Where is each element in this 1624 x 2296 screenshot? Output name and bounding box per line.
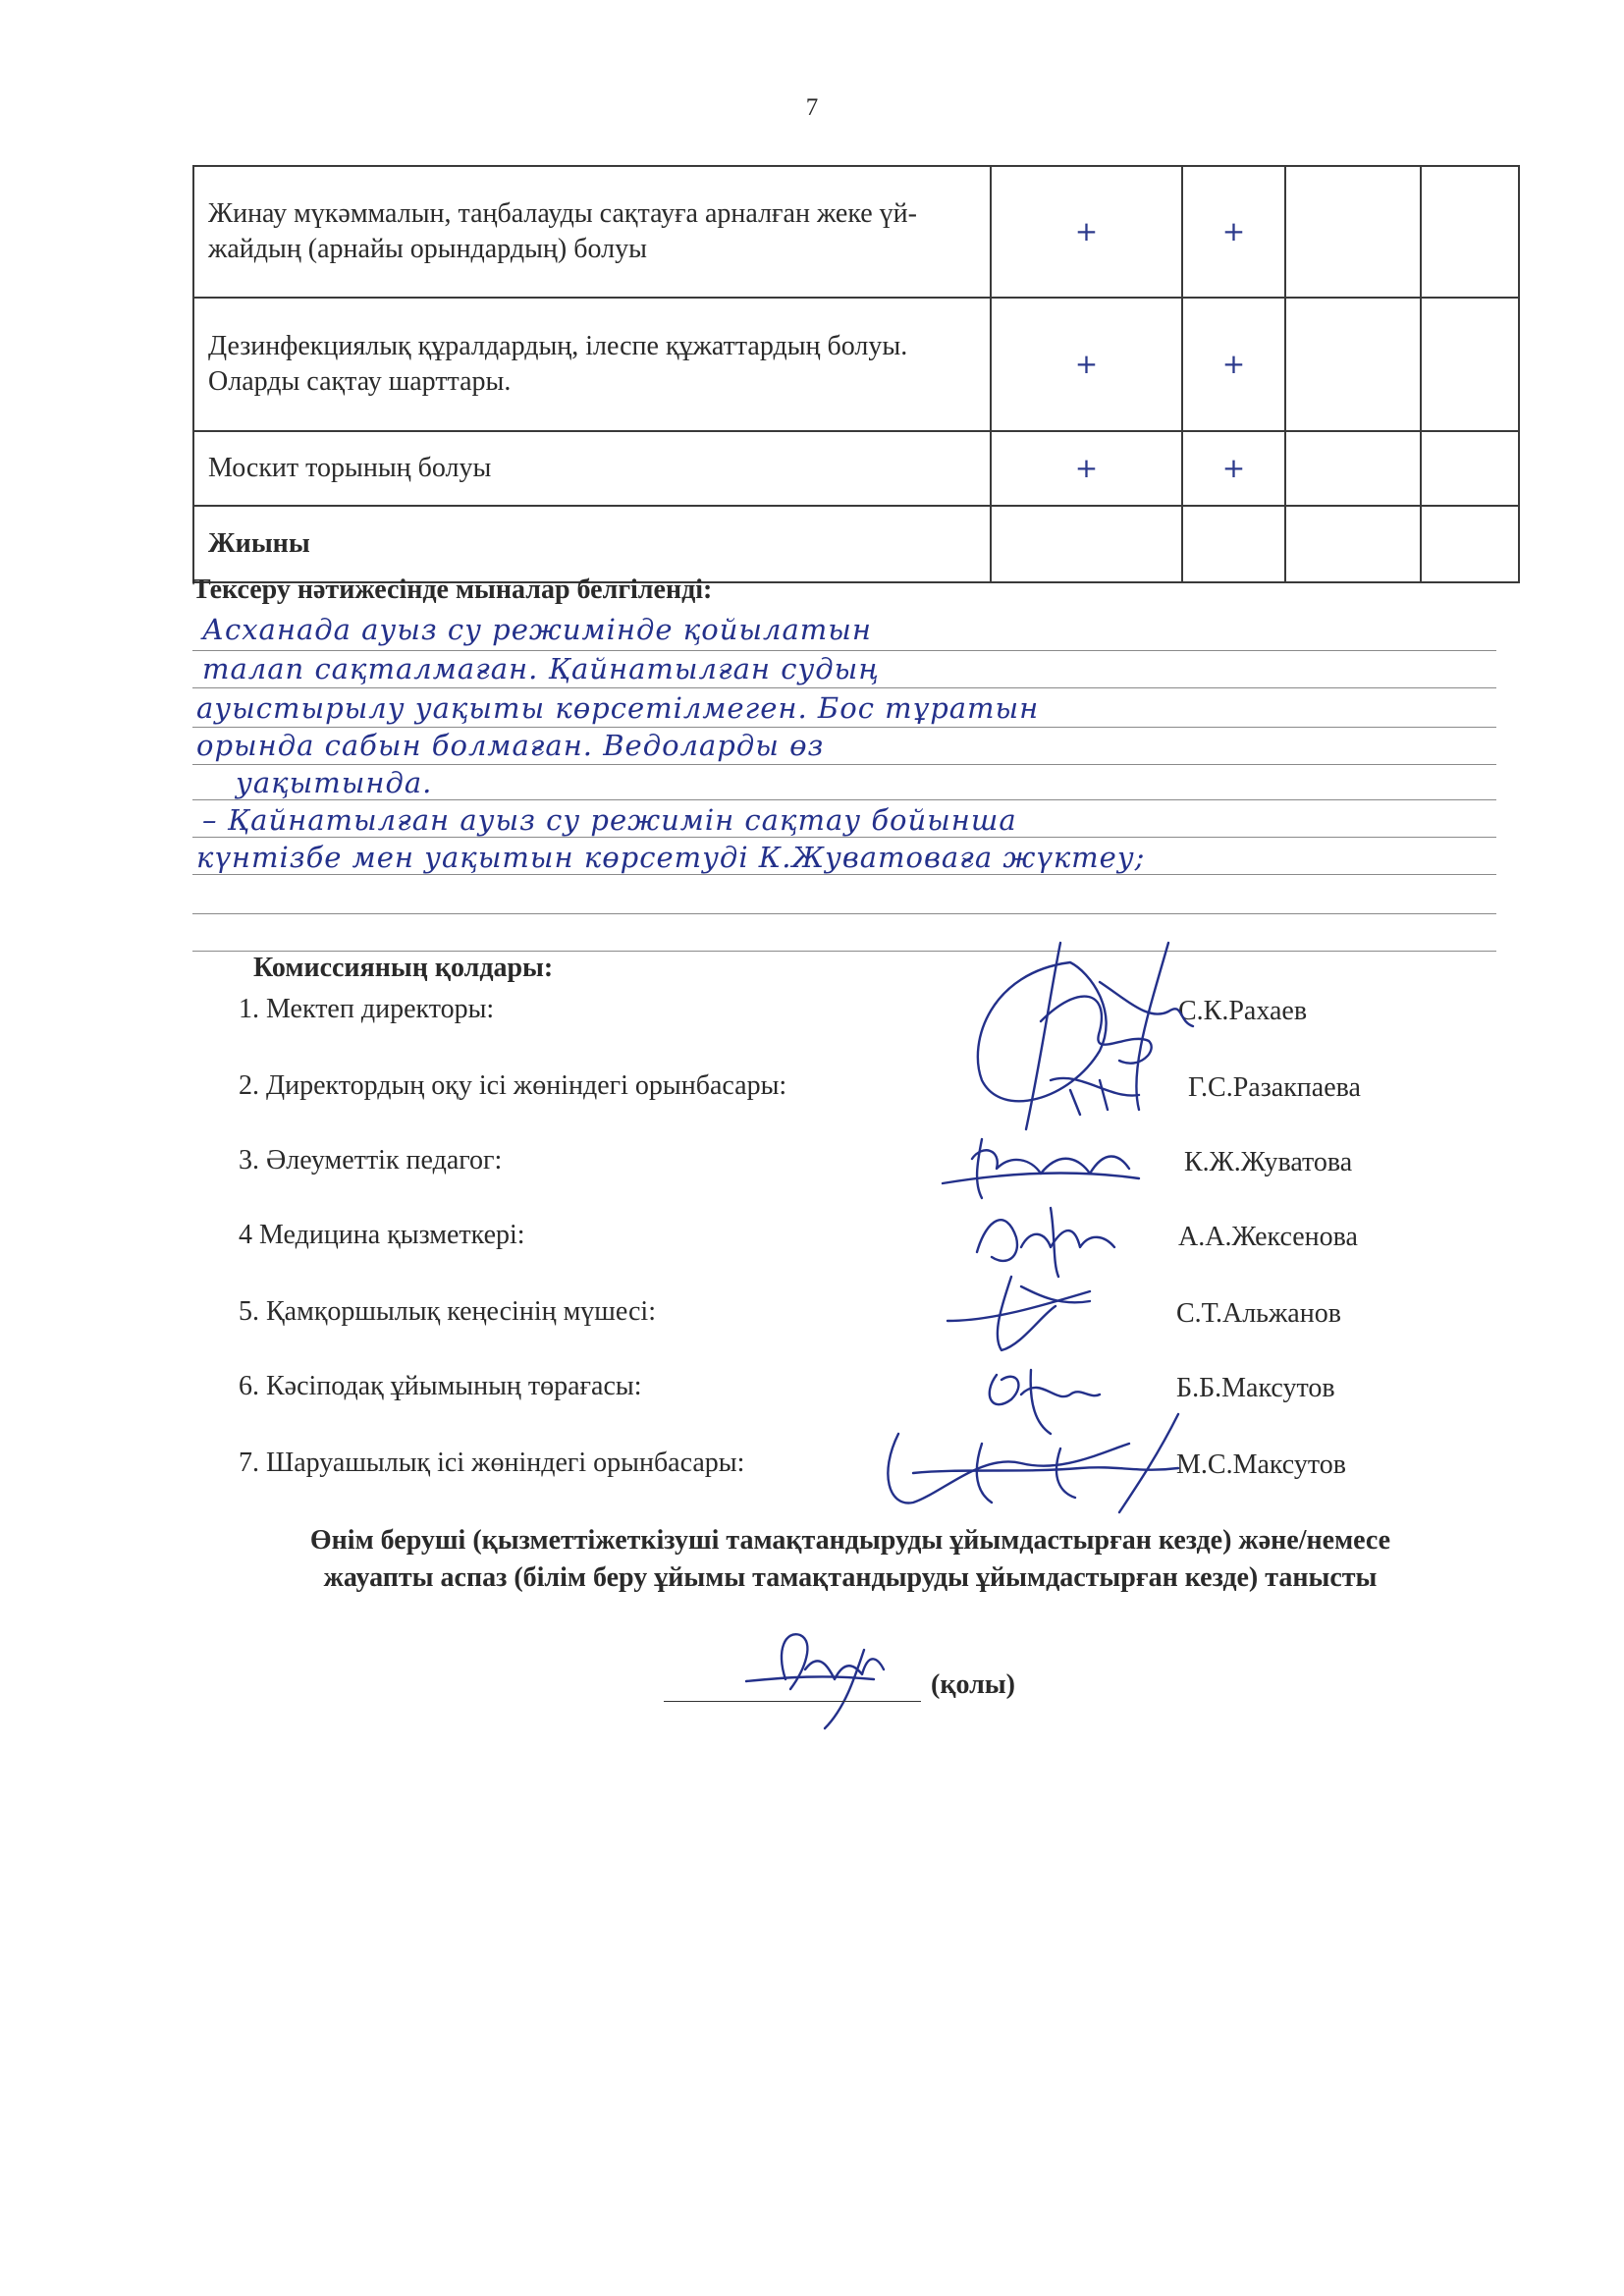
- member-role: 6. Кәсіподақ ұйымының төрағасы:: [239, 1371, 642, 1401]
- checklist-table: [192, 165, 1520, 583]
- member-name: К.Ж.Жуватова: [1184, 1147, 1353, 1177]
- signature-zheksenova: [977, 1208, 1114, 1277]
- signature-razakpaeva: [1051, 1078, 1139, 1096]
- empty-cell: [1182, 506, 1285, 582]
- row-description: Москит торының болуы: [193, 431, 991, 506]
- acknowledgement-text: [192, 1522, 1508, 1597]
- empty-cell: [1421, 166, 1519, 298]
- ruled-line: [192, 650, 1496, 651]
- empty-cell: [1285, 166, 1421, 298]
- ruled-line: [192, 727, 1496, 728]
- member-name: С.Т.Альжанов: [1176, 1298, 1341, 1329]
- signature-maksutov-m: [888, 1414, 1178, 1512]
- member-role: 5. Қамқоршылық кеңесінің мүшесі:: [239, 1296, 656, 1327]
- check-mark: +: [1182, 431, 1285, 506]
- acknowledgement-line: жауапты аспаз (білім беру ұйымы тамақтандыруды ұйымдастырған кезде) танысты: [323, 1562, 1378, 1593]
- ruled-line: [192, 837, 1496, 838]
- table-row: [193, 431, 1519, 506]
- handwritten-line: талап сақталмаған. Қайнатылған судың: [202, 652, 880, 685]
- ruled-line: [192, 764, 1496, 765]
- signature-line: [664, 1701, 921, 1702]
- member-name: М.С.Максутов: [1176, 1449, 1346, 1480]
- member-role: 1. Мектеп директоры:: [239, 994, 495, 1024]
- commission-title: Комиссияның қолдары:: [253, 953, 554, 983]
- acknowledgement-line: Өнім беруші (қызметтіжеткізуші тамақтандыруды ұйымдастырған кезде) және/немесе: [309, 1525, 1391, 1556]
- ruled-line: [192, 951, 1496, 952]
- handwritten-line: Асханада ауыз су режимінде қойылатын: [202, 613, 872, 646]
- ruled-line: [192, 874, 1496, 875]
- empty-cell: [1285, 298, 1421, 431]
- check-mark: +: [991, 431, 1182, 506]
- empty-cell: [991, 506, 1182, 582]
- ruled-line: [192, 799, 1496, 800]
- signature-label: (қолы): [931, 1669, 1015, 1700]
- member-name: А.А.Жексенова: [1178, 1222, 1358, 1252]
- handwritten-line: – Қайнатылған ауыз су режимін сақтау бойынша: [202, 803, 1017, 837]
- row-description: Жинау мүкәммалын, таңбалауды сақтауға арналған жеке үй-жайдың (арнайы орындардың) болуы: [193, 166, 991, 298]
- member-name: Г.С.Разакпаева: [1188, 1072, 1361, 1103]
- findings-title: Тексеру нәтижесінде мыналар белгіленді:: [192, 574, 713, 605]
- empty-cell: [1285, 506, 1421, 582]
- empty-cell: [1421, 298, 1519, 431]
- table-row: [193, 166, 1519, 298]
- ruled-line: [192, 687, 1496, 688]
- signature-acknowledgement: [746, 1634, 884, 1728]
- member-role: 2. Директордың оқу ісі жөніндегі орынбасары:: [239, 1070, 787, 1101]
- table-row: [193, 298, 1519, 431]
- check-mark: +: [1182, 298, 1285, 431]
- check-mark: +: [991, 298, 1182, 431]
- empty-cell: [1421, 506, 1519, 582]
- empty-cell: [1285, 431, 1421, 506]
- member-name: Б.Б.Максутов: [1176, 1373, 1335, 1403]
- member-name: С.К.Рахаев: [1178, 996, 1308, 1026]
- page-number: 7: [805, 94, 819, 121]
- empty-cell: [1421, 431, 1519, 506]
- handwritten-line: уақытында.: [236, 766, 433, 799]
- member-role: 4 Медицина қызметкері:: [239, 1220, 525, 1250]
- member-role: 3. Әлеуметтік педагог:: [239, 1145, 503, 1175]
- check-mark: +: [1182, 166, 1285, 298]
- ruled-line: [192, 913, 1496, 914]
- table-row-total: [193, 506, 1519, 582]
- signature-rakhaev: [978, 943, 1193, 1129]
- handwritten-line: ауыстырылу уақыты көрсетілмеген. Бос тұратын: [196, 691, 1040, 725]
- row-description: Дезинфекциялық құралдардың, ілеспе құжаттардың болуы. Оларды сақтау шарттары.: [193, 298, 991, 431]
- signature-maksutov-b: [990, 1370, 1100, 1434]
- check-mark: +: [991, 166, 1182, 298]
- signature-zhuvatova: [943, 1139, 1139, 1198]
- total-label: Жиыны: [193, 506, 991, 582]
- handwritten-line: күнтізбе мен уақытын көрсетуді К.Жуватоваға жүктеу;: [196, 841, 1146, 874]
- signature-alzhanov: [947, 1277, 1090, 1350]
- handwritten-line: орында сабын болмаған. Ведоларды өз: [196, 729, 825, 762]
- member-role: 7. Шаруашылық ісі жөніндегі орынбасары:: [239, 1448, 745, 1478]
